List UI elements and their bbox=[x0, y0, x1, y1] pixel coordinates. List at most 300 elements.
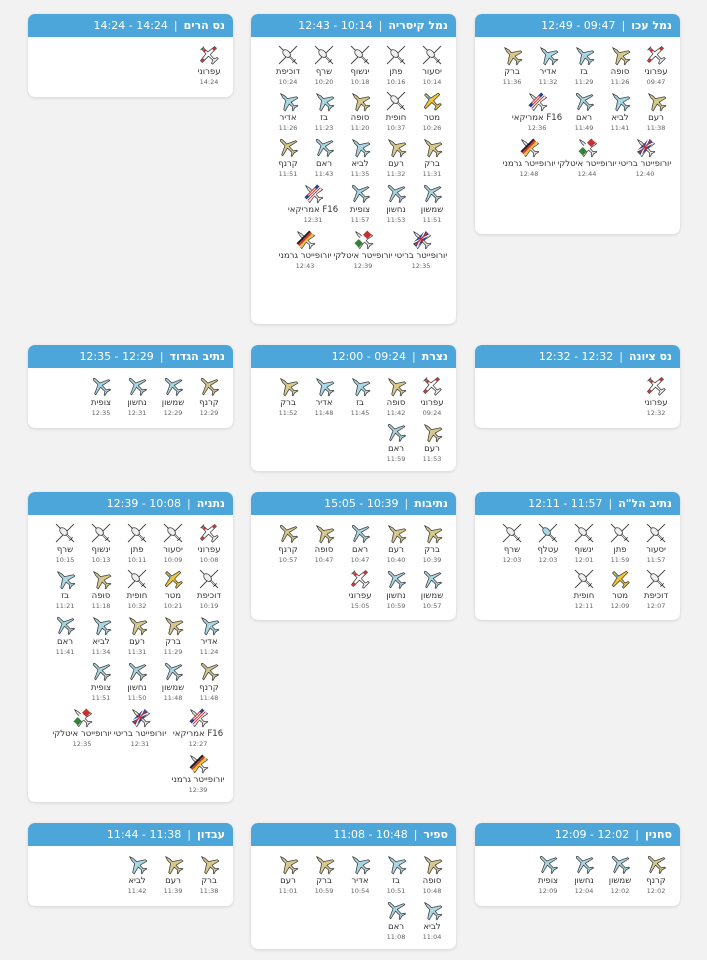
aircraft-time: 12:02 bbox=[646, 887, 666, 895]
aircraft-item[interactable] bbox=[83, 613, 119, 656]
blue-fighter-jet-icon bbox=[276, 89, 300, 113]
helicopter-icon bbox=[500, 521, 524, 545]
aircraft-item[interactable] bbox=[334, 227, 392, 270]
aircraft-item[interactable] bbox=[155, 567, 191, 610]
aircraft-item[interactable] bbox=[638, 521, 674, 564]
aircraft-item[interactable] bbox=[616, 135, 674, 178]
aircraft-item[interactable] bbox=[191, 852, 227, 895]
time-range: 12:32 - 12:32 bbox=[538, 350, 614, 363]
aircraft-item[interactable] bbox=[155, 374, 191, 417]
aircraft-time: 11:38 bbox=[646, 124, 666, 132]
aircraft-time: 11:18 bbox=[91, 602, 111, 610]
aircraft-name: ברק bbox=[165, 637, 181, 647]
aircraft-item[interactable] bbox=[566, 521, 602, 564]
aircraft-time: 12:39 bbox=[353, 262, 373, 270]
helicopter-icon bbox=[312, 43, 336, 67]
aircraft-time: 11:41 bbox=[610, 124, 630, 132]
aircraft-time: 11:48 bbox=[314, 409, 334, 417]
card-header bbox=[475, 492, 680, 515]
aircraft-item[interactable] bbox=[270, 374, 306, 417]
aircraft-item[interactable] bbox=[119, 567, 155, 610]
aircraft-time: 12:27 bbox=[188, 740, 208, 748]
aircraft-time: 11:21 bbox=[55, 602, 75, 610]
aircraft-item[interactable] bbox=[191, 521, 227, 564]
aircraft-name: יסעור bbox=[646, 545, 666, 555]
aircraft-item[interactable] bbox=[306, 43, 342, 86]
aircraft-item[interactable] bbox=[270, 135, 306, 178]
aircraft-name: יורופייטר גרמני bbox=[502, 159, 556, 169]
aircraft-time: 10:40 bbox=[386, 556, 406, 564]
tan-transport-plane-icon bbox=[276, 521, 300, 545]
aircraft-time: 11:29 bbox=[574, 78, 594, 86]
aircraft-name: סופה bbox=[610, 67, 630, 77]
aircraft-item[interactable] bbox=[414, 374, 450, 417]
aircraft-item[interactable] bbox=[508, 89, 566, 132]
aircraft-item[interactable] bbox=[602, 521, 638, 564]
us-flag-jet-icon bbox=[525, 89, 549, 113]
aircraft-name: נחשון bbox=[574, 876, 594, 886]
aircraft-item[interactable] bbox=[342, 89, 378, 132]
aircraft-item[interactable] bbox=[119, 613, 155, 656]
aircraft-item[interactable] bbox=[47, 521, 83, 564]
aircraft-item[interactable] bbox=[378, 181, 414, 224]
aircraft-name: בז bbox=[392, 876, 400, 886]
time-range: 11:44 - 11:38 bbox=[106, 828, 182, 841]
germany-flag-jet-icon bbox=[186, 751, 210, 775]
aircraft-item[interactable] bbox=[638, 43, 674, 86]
card-header bbox=[475, 823, 680, 846]
aircraft-name: צופית bbox=[349, 205, 371, 215]
aircraft-item[interactable] bbox=[270, 43, 306, 86]
aircraft-item[interactable] bbox=[414, 420, 450, 463]
helicopter-icon bbox=[197, 567, 221, 591]
aircraft-name: ברק bbox=[424, 545, 440, 555]
aircraft-time: 11:59 bbox=[386, 455, 406, 463]
aircraft-item[interactable] bbox=[119, 852, 155, 895]
helicopter-icon bbox=[53, 521, 77, 545]
aircraft-time: 10:32 bbox=[127, 602, 147, 610]
blue-helicopter-icon bbox=[536, 521, 560, 545]
tan-fighter-jet-icon bbox=[420, 852, 444, 876]
aircraft-item[interactable] bbox=[378, 567, 414, 610]
aircraft-item[interactable] bbox=[276, 227, 334, 270]
aircraft-name: ראם bbox=[315, 159, 333, 169]
aircraft-item[interactable] bbox=[500, 135, 558, 178]
aircraft-item[interactable] bbox=[566, 852, 602, 895]
aircraft-time: 10:26 bbox=[422, 124, 442, 132]
aircraft-time: 10:51 bbox=[386, 887, 406, 895]
city-card bbox=[475, 14, 680, 234]
blue-transport-plane-icon bbox=[125, 374, 149, 398]
aircraft-time: 10:11 bbox=[127, 556, 147, 564]
aircraft-name: לביא bbox=[423, 922, 441, 932]
aircraft-name: פתן bbox=[389, 67, 403, 77]
aircraft-name: סופה bbox=[314, 545, 334, 555]
aircraft-item[interactable] bbox=[378, 374, 414, 417]
aircraft-item[interactable] bbox=[494, 521, 530, 564]
aircraft-time: 11:49 bbox=[574, 124, 594, 132]
aircraft-item[interactable] bbox=[169, 751, 227, 794]
aircraft-time: 12:04 bbox=[574, 887, 594, 895]
aircraft-time: 12:35 bbox=[411, 262, 431, 270]
aircraft-item[interactable] bbox=[566, 43, 602, 86]
tan-fighter-jet-icon bbox=[89, 567, 113, 591]
aircraft-time: 11:42 bbox=[127, 887, 147, 895]
aircraft-item[interactable] bbox=[342, 852, 378, 895]
aircraft-time: 11:26 bbox=[278, 124, 298, 132]
aircraft-list bbox=[475, 368, 680, 426]
city-name: נס ציונה bbox=[628, 350, 672, 363]
aircraft-item[interactable] bbox=[191, 374, 227, 417]
tan-fighter-jet-icon bbox=[197, 852, 221, 876]
aircraft-time: 12:31 bbox=[303, 216, 323, 224]
aircraft-name: F16 אמריקאי bbox=[511, 113, 563, 123]
aircraft-time: 11:32 bbox=[386, 170, 406, 178]
aircraft-name: שמשון bbox=[420, 205, 444, 215]
city-card bbox=[251, 492, 456, 620]
aircraft-name: F16 אמריקאי bbox=[172, 729, 224, 739]
aircraft-name: לביא bbox=[128, 876, 146, 886]
aircraft-item[interactable] bbox=[155, 852, 191, 895]
helicopter-icon bbox=[384, 43, 408, 67]
aircraft-item[interactable] bbox=[638, 567, 674, 610]
tan-fighter-jet-icon bbox=[608, 43, 632, 67]
aircraft-name: שרף bbox=[503, 545, 521, 555]
aircraft-time: 12:29 bbox=[163, 409, 183, 417]
aircraft-item[interactable] bbox=[378, 898, 414, 941]
aircraft-item[interactable] bbox=[602, 852, 638, 895]
header-divider: | bbox=[187, 828, 191, 841]
blue-transport-plane-icon bbox=[312, 135, 336, 159]
card-header bbox=[475, 345, 680, 368]
card-header bbox=[28, 14, 233, 37]
blue-transport-plane-icon bbox=[608, 852, 632, 876]
italy-flag-jet-icon bbox=[351, 227, 375, 251]
time-range: 14:24 - 14:24 bbox=[93, 19, 168, 32]
aircraft-item[interactable] bbox=[155, 521, 191, 564]
helicopter-icon bbox=[384, 89, 408, 113]
blue-transport-plane-icon bbox=[420, 567, 444, 591]
aircraft-item[interactable] bbox=[119, 659, 155, 702]
aircraft-item[interactable] bbox=[602, 89, 638, 132]
aircraft-time: 10:16 bbox=[386, 78, 406, 86]
aircraft-name: קרנף bbox=[278, 545, 298, 555]
aircraft-name: ברק bbox=[316, 876, 332, 886]
aircraft-name: יורופייטר איטלקי bbox=[557, 159, 617, 169]
time-range: 12:43 - 10:14 bbox=[298, 19, 373, 32]
red-prop-plane-icon bbox=[348, 567, 372, 591]
aircraft-time: 11:59 bbox=[610, 556, 630, 564]
aircraft-time: 11:08 bbox=[386, 933, 406, 941]
aircraft-item[interactable] bbox=[284, 181, 342, 224]
aircraft-item[interactable] bbox=[566, 567, 602, 610]
aircraft-list bbox=[28, 368, 233, 426]
tan-transport-plane-icon bbox=[644, 852, 668, 876]
aircraft-name: בז bbox=[356, 398, 364, 408]
aircraft-time: 10:13 bbox=[91, 556, 111, 564]
aircraft-name: רעם bbox=[129, 637, 145, 647]
aircraft-time: 12:02 bbox=[610, 887, 630, 895]
aircraft-time: 10:18 bbox=[350, 78, 370, 86]
aircraft-item[interactable] bbox=[155, 659, 191, 702]
city-card bbox=[475, 345, 680, 428]
aircraft-item[interactable] bbox=[119, 521, 155, 564]
aircraft-time: 10:19 bbox=[199, 602, 219, 610]
aircraft-name: לביא bbox=[351, 159, 369, 169]
aircraft-item[interactable] bbox=[83, 374, 119, 417]
aircraft-time: 11:32 bbox=[538, 78, 558, 86]
aircraft-item[interactable] bbox=[83, 567, 119, 610]
city-name: סחנין bbox=[644, 828, 672, 841]
aircraft-item[interactable] bbox=[83, 521, 119, 564]
helicopter-icon bbox=[161, 521, 185, 545]
aircraft-item[interactable] bbox=[155, 613, 191, 656]
aircraft-name: סופה bbox=[350, 113, 370, 123]
aircraft-time: 12:31 bbox=[130, 740, 150, 748]
blue-transport-plane-icon bbox=[161, 374, 185, 398]
aircraft-item[interactable] bbox=[530, 521, 566, 564]
aircraft-item[interactable] bbox=[83, 659, 119, 702]
aircraft-item[interactable] bbox=[378, 89, 414, 132]
city-card bbox=[475, 492, 680, 620]
blue-fighter-jet-icon bbox=[536, 43, 560, 67]
aircraft-item[interactable] bbox=[638, 89, 674, 132]
helicopter-icon bbox=[644, 521, 668, 545]
city-name: ספיר bbox=[423, 828, 448, 841]
helicopter-icon bbox=[644, 567, 668, 591]
aircraft-time: 11:43 bbox=[314, 170, 334, 178]
aircraft-time: 11:31 bbox=[422, 170, 442, 178]
tan-transport-plane-icon bbox=[197, 659, 221, 683]
aircraft-time: 10:09 bbox=[163, 556, 183, 564]
aircraft-item[interactable] bbox=[119, 374, 155, 417]
aircraft-item[interactable] bbox=[342, 181, 378, 224]
aircraft-item[interactable] bbox=[270, 521, 306, 564]
aircraft-item[interactable] bbox=[414, 852, 450, 895]
aircraft-name: ראם bbox=[575, 113, 593, 123]
aircraft-time: 11:53 bbox=[386, 216, 406, 224]
aircraft-item[interactable] bbox=[530, 852, 566, 895]
aircraft-item[interactable] bbox=[602, 43, 638, 86]
aircraft-name: נחשון bbox=[127, 398, 147, 408]
aircraft-name: דוכיפת bbox=[275, 67, 301, 77]
card-header bbox=[251, 823, 456, 846]
aircraft-time: 12:48 bbox=[519, 170, 539, 178]
blue-transport-plane-icon bbox=[348, 181, 372, 205]
yellow-trainer-plane-icon bbox=[161, 567, 185, 591]
red-prop-plane-icon bbox=[644, 43, 668, 67]
city-name: עבדון bbox=[196, 828, 225, 841]
aircraft-item[interactable] bbox=[378, 420, 414, 463]
blue-transport-plane-icon bbox=[53, 613, 77, 637]
aircraft-name: ברק bbox=[504, 67, 520, 77]
aircraft-name: יורופייטר איטלקי bbox=[52, 729, 112, 739]
aircraft-item[interactable] bbox=[638, 374, 674, 417]
header-divider: | bbox=[404, 497, 409, 510]
aircraft-item[interactable] bbox=[530, 43, 566, 86]
aircraft-time: 12:03 bbox=[502, 556, 522, 564]
city-name: נמל עכו bbox=[631, 19, 672, 32]
italy-flag-jet-icon bbox=[70, 705, 94, 729]
aircraft-time: 11:51 bbox=[278, 170, 298, 178]
aircraft-item[interactable] bbox=[191, 43, 227, 86]
aircraft-item[interactable] bbox=[306, 89, 342, 132]
tan-fighter-jet-icon bbox=[348, 89, 372, 113]
aircraft-name: יסעור bbox=[422, 67, 442, 77]
aircraft-item[interactable] bbox=[191, 659, 227, 702]
aircraft-item[interactable] bbox=[342, 135, 378, 178]
aircraft-item[interactable] bbox=[342, 567, 378, 610]
aircraft-item[interactable] bbox=[494, 43, 530, 86]
aircraft-time: 09:47 bbox=[646, 78, 666, 86]
helicopter-icon bbox=[125, 521, 149, 545]
aircraft-item[interactable] bbox=[270, 852, 306, 895]
aircraft-name: רעם bbox=[280, 876, 296, 886]
aircraft-item[interactable] bbox=[191, 613, 227, 656]
aircraft-name: נחשון bbox=[127, 683, 147, 693]
aircraft-time: 11:57 bbox=[646, 556, 666, 564]
card-header bbox=[28, 492, 233, 515]
header-divider: | bbox=[411, 350, 416, 363]
aircraft-item[interactable] bbox=[414, 135, 450, 178]
card-header bbox=[28, 345, 233, 368]
city-card bbox=[28, 14, 233, 97]
aircraft-item[interactable] bbox=[342, 43, 378, 86]
aircraft-item[interactable] bbox=[378, 521, 414, 564]
aircraft-name: ינשוף bbox=[91, 545, 111, 555]
aircraft-name: אדיר bbox=[315, 398, 333, 408]
aircraft-item[interactable] bbox=[47, 567, 83, 610]
aircraft-item[interactable] bbox=[378, 43, 414, 86]
aircraft-time: 11:48 bbox=[163, 694, 183, 702]
red-prop-plane-icon bbox=[197, 43, 221, 67]
aircraft-name: עפרוני bbox=[197, 545, 221, 555]
aircraft-item[interactable] bbox=[414, 181, 450, 224]
yellow-trainer-plane-icon bbox=[420, 89, 444, 113]
aircraft-item[interactable] bbox=[414, 521, 450, 564]
aircraft-list bbox=[251, 368, 456, 471]
blue-transport-plane-icon bbox=[384, 420, 408, 444]
aircraft-item[interactable] bbox=[414, 89, 450, 132]
aircraft-name: יורופייטר איטלקי bbox=[333, 251, 393, 261]
aircraft-item[interactable] bbox=[111, 705, 169, 748]
aircraft-item[interactable] bbox=[342, 374, 378, 417]
aircraft-item[interactable] bbox=[414, 898, 450, 941]
aircraft-name: רעם bbox=[165, 876, 181, 886]
aircraft-name: רעם bbox=[424, 444, 440, 454]
header-divider: | bbox=[635, 828, 639, 841]
aircraft-item[interactable] bbox=[306, 521, 342, 564]
aircraft-item[interactable] bbox=[342, 521, 378, 564]
aircraft-item[interactable] bbox=[414, 43, 450, 86]
aircraft-item[interactable] bbox=[306, 852, 342, 895]
aircraft-name: לביא bbox=[611, 113, 629, 123]
aircraft-time: 11:51 bbox=[91, 694, 111, 702]
aircraft-name: אדיר bbox=[200, 637, 218, 647]
aircraft-name: צופית bbox=[90, 683, 112, 693]
aircraft-item[interactable] bbox=[191, 567, 227, 610]
blue-transport-plane-icon bbox=[384, 181, 408, 205]
blue-fighter-jet-icon bbox=[348, 374, 372, 398]
aircraft-name: נחשון bbox=[386, 205, 406, 215]
aircraft-name: שמשון bbox=[161, 683, 185, 693]
header-divider: | bbox=[621, 19, 626, 32]
aircraft-item[interactable] bbox=[392, 227, 450, 270]
aircraft-item[interactable] bbox=[306, 374, 342, 417]
aircraft-item[interactable] bbox=[566, 89, 602, 132]
aircraft-name: צופית bbox=[537, 876, 559, 886]
card-header bbox=[251, 14, 456, 37]
aircraft-name: אדיר bbox=[539, 67, 557, 77]
tan-fighter-jet-icon bbox=[161, 613, 185, 637]
aircraft-time: 11:50 bbox=[127, 694, 147, 702]
aircraft-item[interactable] bbox=[169, 705, 227, 748]
aircraft-name: סופה bbox=[422, 876, 442, 886]
aircraft-name: מטר bbox=[611, 591, 629, 601]
aircraft-item[interactable] bbox=[414, 567, 450, 610]
aircraft-item[interactable] bbox=[602, 567, 638, 610]
aircraft-item[interactable] bbox=[378, 852, 414, 895]
aircraft-time: 09:24 bbox=[422, 409, 442, 417]
aircraft-item[interactable] bbox=[378, 135, 414, 178]
aircraft-item[interactable] bbox=[558, 135, 616, 178]
time-range: 12:11 - 11:57 bbox=[528, 497, 603, 510]
aircraft-time: 12:31 bbox=[127, 409, 147, 417]
city-name: נצרת bbox=[421, 350, 448, 363]
aircraft-name: שמשון bbox=[420, 591, 444, 601]
aircraft-time: 10:39 bbox=[422, 556, 442, 564]
aircraft-time: 12:11 bbox=[574, 602, 594, 610]
tan-fighter-jet-icon bbox=[420, 521, 444, 545]
aircraft-item[interactable] bbox=[53, 705, 111, 748]
blue-fighter-jet-icon bbox=[420, 898, 444, 922]
aircraft-time: 11:52 bbox=[278, 409, 298, 417]
tan-fighter-jet-icon bbox=[312, 852, 336, 876]
aircraft-name: בז bbox=[580, 67, 588, 77]
aircraft-name: עפרוני bbox=[420, 398, 444, 408]
blue-transport-plane-icon bbox=[161, 659, 185, 683]
blue-fighter-jet-icon bbox=[89, 613, 113, 637]
aircraft-time: 11:48 bbox=[199, 694, 219, 702]
aircraft-time: 11:20 bbox=[350, 124, 370, 132]
aircraft-name: רעם bbox=[388, 159, 404, 169]
aircraft-time: 11:57 bbox=[350, 216, 370, 224]
aircraft-item[interactable] bbox=[47, 613, 83, 656]
aircraft-item[interactable] bbox=[638, 852, 674, 895]
aircraft-time: 10:15 bbox=[55, 556, 75, 564]
city-card bbox=[251, 14, 456, 324]
city-name: נתיב הגדוד bbox=[169, 350, 225, 363]
aircraft-time: 11:01 bbox=[278, 887, 298, 895]
aircraft-time: 11:31 bbox=[127, 648, 147, 656]
aircraft-time: 11:04 bbox=[422, 933, 442, 941]
aircraft-time: 11:45 bbox=[350, 409, 370, 417]
header-divider: | bbox=[413, 828, 418, 841]
tan-fighter-jet-icon bbox=[384, 521, 408, 545]
aircraft-time: 11:38 bbox=[199, 887, 219, 895]
aircraft-name: רעם bbox=[648, 113, 664, 123]
aircraft-name: מטר bbox=[423, 113, 441, 123]
aircraft-item[interactable] bbox=[306, 135, 342, 178]
card-header bbox=[251, 492, 456, 515]
aircraft-name: פתן bbox=[613, 545, 627, 555]
card-header bbox=[475, 14, 680, 37]
aircraft-time: 11:36 bbox=[502, 78, 522, 86]
aircraft-item[interactable] bbox=[270, 89, 306, 132]
card-header bbox=[251, 345, 456, 368]
city-name: נס הרים bbox=[183, 19, 225, 32]
aircraft-name: ברק bbox=[424, 159, 440, 169]
